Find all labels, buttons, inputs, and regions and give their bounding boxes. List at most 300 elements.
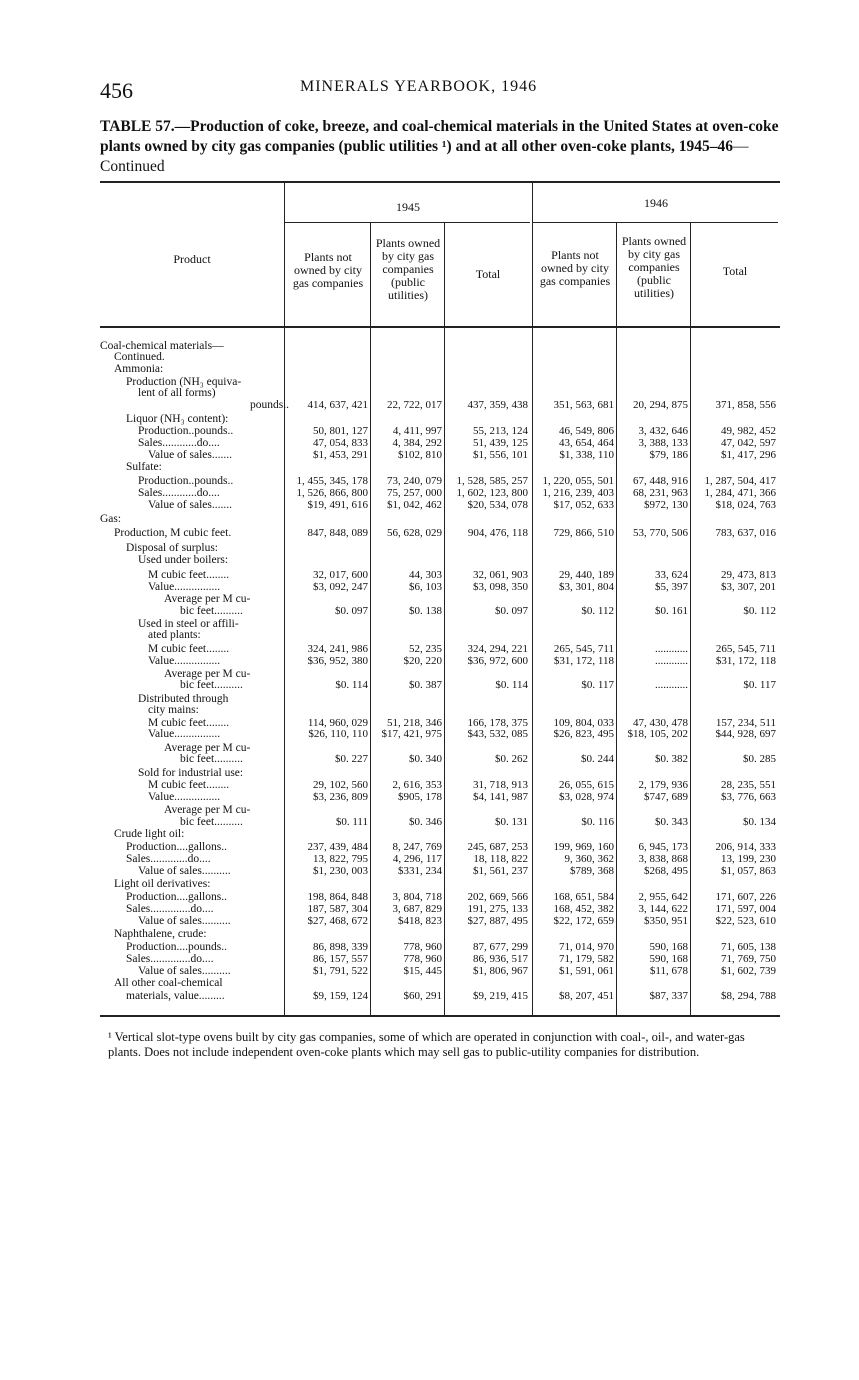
row-value: 9, 360, 362 [564, 853, 614, 865]
row-label: Sales............do.... [138, 487, 220, 499]
table-row [100, 680, 780, 691]
row-value: $0. 227 [335, 753, 368, 765]
row-value: $6, 103 [409, 581, 442, 593]
row-value: 18, 118, 822 [473, 853, 528, 865]
row-label: Production, M cubic feet. [114, 527, 232, 539]
row-value: $0. 285 [743, 753, 776, 765]
row-value: ............ [655, 655, 688, 667]
row-label: ated plants: [148, 629, 201, 641]
row-value: $26, 110, 110 [308, 728, 368, 740]
row-value: $18, 105, 202 [627, 728, 688, 740]
row-value: $8, 294, 788 [721, 990, 776, 1002]
row-value: 1, 602, 123, 800 [456, 487, 528, 499]
table-row [100, 352, 780, 363]
table-title [100, 117, 780, 177]
row-label: bic feet.......... [180, 816, 243, 828]
row-label: Disposal of surplus: [126, 542, 218, 554]
row-label: bic feet.......... [180, 679, 243, 691]
row-value: 168, 452, 382 [553, 903, 614, 915]
row-value: $268, 495 [644, 865, 688, 877]
row-value: $3, 776, 663 [721, 791, 776, 803]
header-bottom-rule [100, 326, 780, 328]
row-value: $0. 346 [409, 816, 442, 828]
row-label: Sulfate: [126, 461, 162, 473]
table-row [100, 768, 780, 779]
header-total-1946: Total [722, 264, 748, 278]
row-value: 71, 179, 582 [559, 953, 614, 965]
row-label: All other coal-chemical [114, 977, 223, 989]
row-value: 3, 687, 829 [392, 903, 442, 915]
table-row [100, 488, 780, 499]
row-value: $19, 491, 616 [307, 499, 368, 511]
row-label: Production (NH₃ equiva- [126, 376, 242, 388]
row-value: $0. 112 [743, 605, 776, 617]
row-value: 71, 605, 138 [721, 941, 776, 953]
table-row [100, 476, 780, 487]
row-value: 29, 440, 189 [559, 569, 614, 581]
row-value: $3, 236, 809 [313, 791, 368, 803]
row-label: Production....gallons.. [126, 891, 227, 903]
row-value: 3, 804, 718 [392, 891, 442, 903]
row-value: 1, 220, 055, 501 [542, 475, 614, 487]
row-value: 187, 587, 304 [307, 903, 368, 915]
table-row [100, 991, 780, 1002]
table-row [100, 570, 780, 581]
row-value: $1, 042, 462 [387, 499, 442, 511]
table-row [100, 978, 780, 989]
row-value: 198, 864, 848 [307, 891, 368, 903]
row-value: 437, 359, 438 [467, 399, 528, 411]
header-year-1945: 1945 [396, 200, 420, 214]
row-value: 6, 945, 173 [638, 841, 688, 853]
year-rule-1945 [284, 222, 530, 223]
table-row [100, 555, 780, 566]
row-value: $1, 230, 003 [313, 865, 368, 877]
row-value: $1, 602, 739 [721, 965, 776, 977]
table-row [100, 729, 780, 740]
row-value: $9, 219, 415 [473, 990, 528, 1002]
row-value: 778, 960 [403, 953, 442, 965]
row-value: $79, 186 [649, 449, 688, 461]
row-value: $0. 134 [743, 816, 776, 828]
table-title-text: TABLE 57.—Production of coke, breeze, and coal-chemical materials in the United States at oven-coke plants owned by city gas companies (public utilities ¹) and at all other oven-coke plants, 1945–46 [100, 118, 779, 155]
row-value: 31, 718, 913 [473, 779, 528, 791]
row-value: 1, 284, 471, 366 [704, 487, 776, 499]
row-value: $418, 823 [398, 915, 442, 927]
table-row [100, 904, 780, 915]
row-value: $44, 928, 697 [715, 728, 776, 740]
row-value: $36, 952, 380 [307, 655, 368, 667]
row-value: 324, 294, 221 [467, 643, 528, 655]
row-value: 29, 102, 560 [313, 779, 368, 791]
table-row [100, 754, 780, 765]
row-value: 67, 448, 916 [633, 475, 688, 487]
row-value: ............ [655, 679, 688, 691]
header-owned-1946: Plants owned by city gas companies (public utilities) [621, 234, 687, 300]
row-value: $27, 468, 672 [307, 915, 368, 927]
header-year-1946: 1946 [644, 196, 668, 210]
row-value: 20, 294, 875 [633, 399, 688, 411]
row-value: 783, 637, 016 [715, 527, 776, 539]
row-value: 87, 677, 299 [473, 941, 528, 953]
row-value: 44, 303 [409, 569, 442, 581]
table-row [100, 892, 780, 903]
row-value: $20, 534, 078 [467, 499, 528, 511]
row-value: 13, 822, 795 [313, 853, 368, 865]
row-value: 75, 257, 000 [387, 487, 442, 499]
table-row [100, 954, 780, 965]
row-value: 1, 287, 504, 417 [704, 475, 776, 487]
row-value: $0. 161 [655, 605, 688, 617]
header-product: Product [173, 252, 211, 266]
row-value: 206, 914, 333 [715, 841, 776, 853]
table-bottom-rule [100, 1015, 780, 1017]
row-value: 56, 628, 029 [387, 527, 442, 539]
row-value: 47, 042, 597 [721, 437, 776, 449]
row-label: Crude light oil: [114, 828, 185, 840]
row-value: $22, 172, 659 [553, 915, 614, 927]
row-value: $0. 111 [335, 816, 368, 828]
table-row [100, 854, 780, 865]
row-value: 71, 014, 970 [559, 941, 614, 953]
row-value: 71, 769, 750 [721, 953, 776, 965]
row-value: $1, 591, 061 [559, 965, 614, 977]
row-value: $3, 307, 201 [721, 581, 776, 593]
row-label: Continued. [114, 351, 165, 363]
row-value: 33, 624 [655, 569, 688, 581]
row-label: Production....pounds.. [126, 941, 227, 953]
row-value: $0. 117 [581, 679, 614, 691]
row-value: 3, 432, 646 [638, 425, 688, 437]
row-label: Value................ [148, 581, 221, 593]
row-value: 43, 654, 464 [559, 437, 614, 449]
row-label: Average per M cu- [164, 804, 251, 816]
row-label: Used in steel or affili- [138, 618, 239, 630]
row-label: M cubic feet........ [148, 717, 230, 729]
row-value: 171, 607, 226 [715, 891, 776, 903]
row-value: 4, 384, 292 [392, 437, 442, 449]
table-row [100, 543, 780, 554]
table-row [100, 426, 780, 437]
row-value: 168, 651, 584 [553, 891, 614, 903]
table-row [100, 514, 780, 525]
row-value: 13, 199, 230 [721, 853, 776, 865]
row-value: 1, 455, 345, 178 [296, 475, 368, 487]
row-value: $1, 338, 110 [559, 449, 614, 461]
row-value: $87, 337 [649, 990, 688, 1002]
row-value: 86, 157, 557 [313, 953, 368, 965]
row-value: $3, 028, 974 [559, 791, 614, 803]
year-rule-1946 [532, 222, 778, 223]
row-label: Naphthalene, crude: [114, 928, 207, 940]
table-row [100, 805, 780, 816]
row-value: 590, 168 [649, 941, 688, 953]
page-number: 456 [100, 78, 133, 103]
table-row [100, 705, 780, 716]
row-value: 29, 473, 813 [721, 569, 776, 581]
row-label: Production....gallons.. [126, 841, 227, 853]
row-value: $3, 301, 804 [559, 581, 614, 593]
row-value: $789, 368 [570, 865, 614, 877]
row-value: $1, 417, 296 [721, 449, 776, 461]
row-value: $0. 097 [335, 605, 368, 617]
row-value: 32, 061, 903 [473, 569, 528, 581]
row-value: 1, 216, 239, 403 [542, 487, 614, 499]
row-value: $1, 453, 291 [313, 449, 368, 461]
row-label: M cubic feet........ [148, 779, 230, 791]
table-row [100, 438, 780, 449]
row-label: Coal-chemical materials— [100, 340, 224, 352]
row-label: Gas: [100, 513, 122, 525]
row-label: Liquor (NH₃ content): [126, 413, 229, 425]
row-value: $3, 098, 350 [473, 581, 528, 593]
header-not-owned-1945: Plants not owned by city gas companies [292, 250, 364, 290]
row-value: 50, 801, 127 [313, 425, 368, 437]
row-value: $0. 131 [495, 816, 528, 828]
table-row [100, 582, 780, 593]
row-label: Average per M cu- [164, 668, 251, 680]
row-value: 778, 960 [403, 941, 442, 953]
header-owned-1945: Plants owned by city gas companies (public utilities) [375, 236, 441, 302]
row-value: 1, 526, 866, 800 [296, 487, 368, 499]
row-value: $15, 445 [403, 965, 442, 977]
row-label: M cubic feet........ [148, 643, 230, 655]
row-label: Sales............do.... [138, 437, 220, 449]
row-value: 171, 597, 004 [715, 903, 776, 915]
row-label: Value................ [148, 728, 221, 740]
table-row [100, 829, 780, 840]
row-value: $972, 130 [644, 499, 688, 511]
row-value: 26, 055, 615 [559, 779, 614, 791]
row-label: pounds.. [250, 399, 289, 411]
row-value: 2, 616, 353 [392, 779, 442, 791]
row-value: 32, 017, 600 [313, 569, 368, 581]
row-value: $0. 262 [495, 753, 528, 765]
row-value: 202, 669, 566 [467, 891, 528, 903]
row-value: $0. 343 [655, 816, 688, 828]
row-value: 55, 213, 124 [473, 425, 528, 437]
row-label: lent of all forms) [138, 387, 216, 399]
row-value: $26, 823, 495 [553, 728, 614, 740]
row-value: 49, 982, 452 [721, 425, 776, 437]
footnote: ¹ Vertical slot-type ovens built by city gas companies, some of which are operated in conjunction with coal-, oil-, and water-gas plants. Does not include independent oven-coke plants which may sell gas to public-utility companies for distribution. [108, 1030, 745, 1059]
row-value: $0. 382 [655, 753, 688, 765]
row-value: 590, 168 [649, 953, 688, 965]
row-value: 166, 178, 375 [467, 717, 528, 729]
row-label: city mains: [148, 704, 199, 716]
table-row [100, 656, 780, 667]
row-value: 1, 528, 585, 257 [456, 475, 528, 487]
row-value: 729, 866, 510 [553, 527, 614, 539]
row-value: $43, 532, 085 [467, 728, 528, 740]
row-value: 191, 275, 133 [467, 903, 528, 915]
row-label: Average per M cu- [164, 593, 251, 605]
row-value: $350, 951 [644, 915, 688, 927]
row-label: bic feet.......... [180, 753, 243, 765]
table-row [100, 916, 780, 927]
row-value: 245, 687, 253 [467, 841, 528, 853]
table-top-rule [100, 181, 780, 183]
row-value: $747, 689 [644, 791, 688, 803]
table-row [100, 694, 780, 705]
table-row [100, 866, 780, 877]
row-value: $27, 887, 495 [467, 915, 528, 927]
running-head: MINERALS YEARBOOK, 1946 [300, 78, 538, 95]
row-value: $60, 291 [403, 990, 442, 1002]
row-value: $1, 057, 863 [721, 865, 776, 877]
table-row [100, 842, 780, 853]
row-value: 351, 563, 681 [553, 399, 614, 411]
row-value: $1, 556, 101 [473, 449, 528, 461]
row-value: 199, 969, 160 [553, 841, 614, 853]
row-value: ............ [655, 643, 688, 655]
row-value: 237, 439, 484 [307, 841, 368, 853]
header-total-1945: Total [475, 267, 501, 281]
row-label: materials, value......... [126, 990, 225, 1002]
row-value: 114, 960, 029 [307, 717, 368, 729]
row-value: $8, 207, 451 [559, 990, 614, 1002]
row-value: 86, 936, 517 [473, 953, 528, 965]
row-value: 53, 770, 506 [633, 527, 688, 539]
row-value: $0. 387 [409, 679, 442, 691]
row-label: Sold for industrial use: [138, 767, 244, 779]
row-value: $17, 421, 975 [381, 728, 442, 740]
row-value: $102, 810 [398, 449, 442, 461]
row-label: Value of sales.......... [138, 915, 231, 927]
row-value: $5, 397 [655, 581, 688, 593]
row-value: $331, 234 [398, 865, 442, 877]
row-value: 47, 430, 478 [633, 717, 688, 729]
row-value: 51, 439, 125 [473, 437, 528, 449]
row-label: Production..pounds.. [138, 425, 234, 437]
table-row [100, 630, 780, 641]
row-value: $0. 097 [495, 605, 528, 617]
row-value: $1, 791, 522 [313, 965, 368, 977]
row-value: $0. 138 [409, 605, 442, 617]
row-label: Used under boilers: [138, 554, 229, 566]
table-row [100, 619, 780, 630]
table-row [100, 644, 780, 655]
row-label: Value of sales.......... [138, 865, 231, 877]
row-value: 847, 848, 089 [307, 527, 368, 539]
row-label: Distributed through [138, 693, 229, 705]
table-row [100, 462, 780, 473]
table-row [100, 929, 780, 940]
row-value: 3, 388, 133 [638, 437, 688, 449]
table-row [100, 942, 780, 953]
row-label: Average per M cu- [164, 742, 251, 754]
row-value: 157, 234, 511 [715, 717, 776, 729]
row-value: 904, 476, 118 [467, 527, 528, 539]
table-row [100, 364, 780, 375]
row-value: $0. 340 [409, 753, 442, 765]
row-value: 28, 235, 551 [721, 779, 776, 791]
row-value: 4, 411, 997 [392, 425, 442, 437]
table-row [100, 879, 780, 890]
table-row [100, 792, 780, 803]
row-label: Value................ [148, 655, 221, 667]
row-value: $3, 092, 247 [313, 581, 368, 593]
row-value: $18, 024, 763 [715, 499, 776, 511]
table-title-continued: —Continued [100, 138, 749, 175]
table-row [100, 966, 780, 977]
row-label: Sales..............do.... [126, 903, 214, 915]
row-value: 2, 179, 936 [638, 779, 688, 791]
row-label: bic feet.......... [180, 605, 243, 617]
row-value: 8, 247, 769 [392, 841, 442, 853]
row-value: 265, 545, 711 [553, 643, 614, 655]
row-label: Value of sales....... [148, 499, 232, 511]
row-label: M cubic feet........ [148, 569, 230, 581]
row-value: $20, 220 [403, 655, 442, 667]
row-value: 371, 858, 556 [715, 399, 776, 411]
table-row [100, 450, 780, 461]
row-value: $0. 114 [495, 679, 528, 691]
row-value: 2, 955, 642 [638, 891, 688, 903]
row-value: $0. 116 [581, 816, 614, 828]
table-row [100, 528, 780, 539]
row-value: $31, 172, 118 [715, 655, 776, 667]
row-value: 47, 054, 833 [313, 437, 368, 449]
row-value: $0. 112 [581, 605, 614, 617]
table-row [100, 414, 780, 425]
row-value: $31, 172, 118 [553, 655, 614, 667]
table-row [100, 606, 780, 617]
row-value: $22, 523, 610 [715, 915, 776, 927]
row-label: Value of sales.......... [138, 965, 231, 977]
row-label: Sales.............do.... [126, 853, 211, 865]
row-value: 51, 218, 346 [387, 717, 442, 729]
row-value: 86, 898, 339 [313, 941, 368, 953]
row-value: $905, 178 [398, 791, 442, 803]
table-row [100, 817, 780, 828]
row-value: 52, 235 [409, 643, 442, 655]
table-row [100, 500, 780, 511]
row-value: $9, 159, 124 [313, 990, 368, 1002]
row-value: 3, 838, 868 [638, 853, 688, 865]
row-value: 46, 549, 806 [559, 425, 614, 437]
row-value: $0. 244 [581, 753, 614, 765]
row-value: 3, 144, 622 [638, 903, 688, 915]
row-label: Light oil derivatives: [114, 878, 211, 890]
row-value: $11, 678 [649, 965, 688, 977]
row-label: Value of sales....... [148, 449, 232, 461]
row-label: Value................ [148, 791, 221, 803]
row-value: $1, 806, 967 [473, 965, 528, 977]
row-value: 265, 545, 711 [715, 643, 776, 655]
row-value: 22, 722, 017 [387, 399, 442, 411]
table-row [100, 594, 780, 605]
row-value: $1, 561, 237 [473, 865, 528, 877]
row-value: 68, 231, 963 [633, 487, 688, 499]
row-value: 73, 240, 079 [387, 475, 442, 487]
row-value: 414, 637, 421 [307, 399, 368, 411]
row-value: 324, 241, 986 [307, 643, 368, 655]
row-value: $4, 141, 987 [473, 791, 528, 803]
table-row [100, 780, 780, 791]
header-not-owned-1946: Plants not owned by city gas companies [539, 248, 611, 288]
row-label: Production..pounds.. [138, 475, 234, 487]
table-row [100, 341, 780, 352]
row-label: Sales..............do.... [126, 953, 214, 965]
row-value: $36, 972, 600 [467, 655, 528, 667]
row-value: 4, 296, 117 [392, 853, 442, 865]
row-value: 109, 804, 033 [553, 717, 614, 729]
row-label: Ammonia: [114, 363, 164, 375]
table-row [100, 388, 780, 399]
row-value: $0. 117 [743, 679, 776, 691]
row-value: $0. 114 [335, 679, 368, 691]
